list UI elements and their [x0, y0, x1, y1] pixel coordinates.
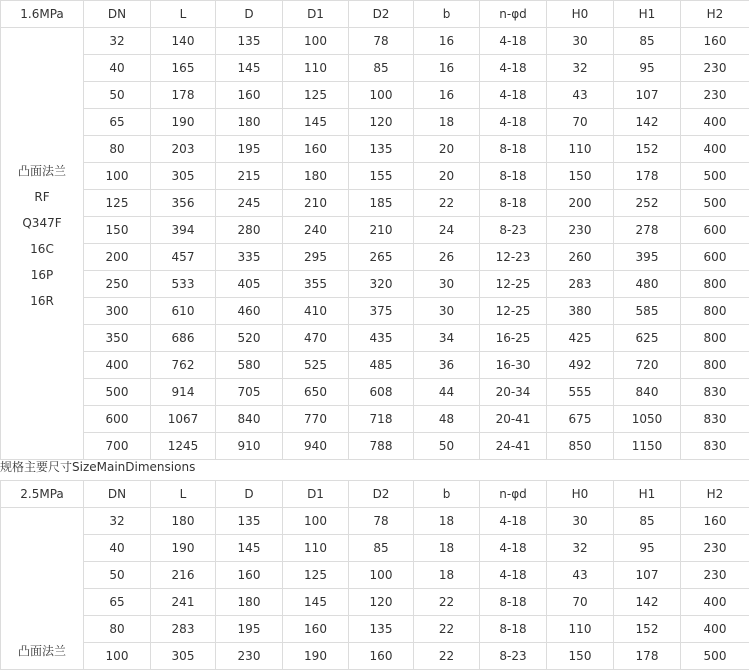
- table-cell: 22: [414, 589, 480, 616]
- table-cell: 230: [216, 643, 283, 670]
- table-cell: 145: [216, 535, 283, 562]
- table-cell: 50: [84, 82, 151, 109]
- table-cell: 305: [151, 643, 216, 670]
- column-header-cell: D1: [283, 1, 349, 28]
- table-cell: 200: [547, 190, 614, 217]
- table-cell: 43: [547, 562, 614, 589]
- table-cell: 400: [681, 109, 749, 136]
- table-cell: 142: [614, 589, 681, 616]
- table-cell: 16: [414, 55, 480, 82]
- table-cell: 1050: [614, 406, 681, 433]
- table-cell: 320: [349, 271, 414, 298]
- table-cell: 100: [283, 28, 349, 55]
- table-cell: 120: [349, 109, 414, 136]
- table-cell: 230: [547, 217, 614, 244]
- table-cell: 355: [283, 271, 349, 298]
- table-cell: 120: [349, 589, 414, 616]
- table-cell: 165: [151, 55, 216, 82]
- column-header-cell: b: [414, 1, 480, 28]
- table-cell: 22: [414, 616, 480, 643]
- table-row: [1, 508, 749, 535]
- table-cell: 265: [349, 244, 414, 271]
- column-header-cell: n-φd: [480, 1, 547, 28]
- pressure-header-cell: 2.5MPa: [1, 481, 84, 508]
- table-cell: 8-18: [480, 589, 547, 616]
- table-cell: 230: [681, 82, 749, 109]
- table-cell: 65: [84, 109, 151, 136]
- table-cell: 686: [151, 325, 216, 352]
- column-header-cell: n-φd: [480, 481, 547, 508]
- table-cell: 400: [681, 616, 749, 643]
- table-cell: 1150: [614, 433, 681, 460]
- table-cell: 150: [84, 217, 151, 244]
- table-cell: 195: [216, 136, 283, 163]
- table-cell: 65: [84, 589, 151, 616]
- table-cell: 485: [349, 352, 414, 379]
- table-cell: 100: [349, 82, 414, 109]
- table-cell: 32: [547, 535, 614, 562]
- table-cell: 240: [283, 217, 349, 244]
- table-cell: 283: [547, 271, 614, 298]
- table-cell: 107: [614, 82, 681, 109]
- table-cell: 840: [216, 406, 283, 433]
- table-row: [1, 406, 749, 433]
- table-cell: 18: [414, 508, 480, 535]
- table-cell: 940: [283, 433, 349, 460]
- table-cell: 278: [614, 217, 681, 244]
- table-cell: 608: [349, 379, 414, 406]
- table-cell: 185: [349, 190, 414, 217]
- table-cell: 125: [283, 82, 349, 109]
- table-cell: 718: [349, 406, 414, 433]
- column-header-cell: H2: [681, 1, 749, 28]
- table-cell: 18: [414, 535, 480, 562]
- table-cell: 762: [151, 352, 216, 379]
- table-cell: 70: [547, 589, 614, 616]
- table-cell: 180: [216, 589, 283, 616]
- table-cell: 178: [151, 82, 216, 109]
- table-cell: 155: [349, 163, 414, 190]
- table-cell: 135: [349, 136, 414, 163]
- table-cell: 145: [216, 55, 283, 82]
- table-cell: 500: [681, 190, 749, 217]
- table-cell: 457: [151, 244, 216, 271]
- table-cell: 675: [547, 406, 614, 433]
- table-row: [1, 298, 749, 325]
- table-cell: 32: [84, 28, 151, 55]
- table-cell: 160: [681, 508, 749, 535]
- table-cell: 44: [414, 379, 480, 406]
- table-row: [1, 325, 749, 352]
- table-cell: 22: [414, 190, 480, 217]
- table-cell: 26: [414, 244, 480, 271]
- table-cell: 435: [349, 325, 414, 352]
- table-cell: 22: [414, 643, 480, 670]
- table-cell: 48: [414, 406, 480, 433]
- model-label: Q347F: [22, 216, 62, 230]
- table-cell: 135: [216, 28, 283, 55]
- table-cell: 190: [151, 109, 216, 136]
- table-cell: 260: [547, 244, 614, 271]
- column-header-cell: D: [216, 1, 283, 28]
- table-row: [1, 163, 749, 190]
- table-cell: 160: [283, 136, 349, 163]
- table-cell: 4-18: [480, 535, 547, 562]
- table-cell: 43: [547, 82, 614, 109]
- table-cell: 230: [681, 55, 749, 82]
- table-cell: 40: [84, 55, 151, 82]
- table-cell: 4-18: [480, 82, 547, 109]
- table-cell: 160: [216, 562, 283, 589]
- table-row: [1, 136, 749, 163]
- table-cell: 600: [681, 244, 749, 271]
- table-cell: 50: [84, 562, 151, 589]
- table-cell: 230: [681, 535, 749, 562]
- table-cell: 178: [614, 643, 681, 670]
- table-cell: 460: [216, 298, 283, 325]
- table-cell: 210: [349, 217, 414, 244]
- table-row: [1, 271, 749, 298]
- table-row: [1, 244, 749, 271]
- table-cell: 4-18: [480, 28, 547, 55]
- table-row: [1, 28, 749, 55]
- table-cell: 525: [283, 352, 349, 379]
- table-cell: 152: [614, 616, 681, 643]
- table-cell: 500: [681, 643, 749, 670]
- table-cell: 770: [283, 406, 349, 433]
- table-cell: 375: [349, 298, 414, 325]
- table-cell: 145: [283, 109, 349, 136]
- table-cell: 110: [547, 136, 614, 163]
- spec-table-2-5mpa: [0, 480, 749, 670]
- table-header-row: [1, 1, 749, 28]
- model-cell: [1, 508, 84, 670]
- table-row: [1, 82, 749, 109]
- table-cell: 850: [547, 433, 614, 460]
- table-cell: 580: [216, 352, 283, 379]
- table-row: [1, 217, 749, 244]
- table-cell: 80: [84, 616, 151, 643]
- table-cell: 394: [151, 217, 216, 244]
- table-cell: 125: [84, 190, 151, 217]
- table-cell: 1245: [151, 433, 216, 460]
- table-cell: 24: [414, 217, 480, 244]
- table-cell: 245: [216, 190, 283, 217]
- table-cell: 20: [414, 136, 480, 163]
- table-cell: 830: [681, 379, 749, 406]
- table-cell: 4-18: [480, 55, 547, 82]
- table-cell: 910: [216, 433, 283, 460]
- column-header-cell: H1: [614, 1, 681, 28]
- table-cell: 500: [84, 379, 151, 406]
- table-cell: 78: [349, 508, 414, 535]
- table-cell: 12-25: [480, 271, 547, 298]
- table-cell: 4-18: [480, 562, 547, 589]
- table-cell: 85: [349, 535, 414, 562]
- table-cell: 190: [283, 643, 349, 670]
- table-cell: 800: [681, 325, 749, 352]
- table-cell: 100: [84, 163, 151, 190]
- table-cell: 8-18: [480, 190, 547, 217]
- table-cell: 533: [151, 271, 216, 298]
- table-cell: 95: [614, 55, 681, 82]
- column-header-cell: D2: [349, 1, 414, 28]
- model-label: RF: [34, 190, 50, 204]
- table-cell: 16: [414, 82, 480, 109]
- table-row: [1, 352, 749, 379]
- table-cell: 335: [216, 244, 283, 271]
- column-header-cell: L: [151, 1, 216, 28]
- table-cell: 470: [283, 325, 349, 352]
- table-cell: 830: [681, 433, 749, 460]
- table-cell: 700: [84, 433, 151, 460]
- table-cell: 300: [84, 298, 151, 325]
- table-cell: 1067: [151, 406, 216, 433]
- table-cell: 70: [547, 109, 614, 136]
- table-cell: 610: [151, 298, 216, 325]
- model-cell: [1, 28, 84, 460]
- table-cell: 12-25: [480, 298, 547, 325]
- column-header-cell: DN: [84, 1, 151, 28]
- table-cell: 110: [283, 535, 349, 562]
- table-cell: 480: [614, 271, 681, 298]
- table-cell: 800: [681, 298, 749, 325]
- table-cell: 152: [614, 136, 681, 163]
- table-cell: 8-18: [480, 136, 547, 163]
- table-cell: 380: [547, 298, 614, 325]
- table-cell: 914: [151, 379, 216, 406]
- column-header-cell: D1: [283, 481, 349, 508]
- table-cell: 107: [614, 562, 681, 589]
- table-header-row: [1, 481, 749, 508]
- table-cell: 840: [614, 379, 681, 406]
- table-cell: 410: [283, 298, 349, 325]
- table-row: [1, 616, 749, 643]
- table-cell: 40: [84, 535, 151, 562]
- table-cell: 520: [216, 325, 283, 352]
- column-header-cell: D2: [349, 481, 414, 508]
- table-cell: 180: [151, 508, 216, 535]
- table-row: [1, 109, 749, 136]
- table-cell: 190: [151, 535, 216, 562]
- column-header-cell: H0: [547, 481, 614, 508]
- column-header-cell: H2: [681, 481, 749, 508]
- table-cell: 150: [547, 643, 614, 670]
- table-cell: 160: [216, 82, 283, 109]
- table-cell: 425: [547, 325, 614, 352]
- table-row: [1, 379, 749, 406]
- model-label: 凸面法兰: [17, 164, 66, 178]
- table-cell: 8-18: [480, 163, 547, 190]
- table-cell: 283: [151, 616, 216, 643]
- table-row: [1, 55, 749, 82]
- table-cell: 200: [84, 244, 151, 271]
- table-cell: 30: [414, 271, 480, 298]
- pressure-header-cell: 1.6MPa: [1, 1, 84, 28]
- table-cell: 400: [681, 589, 749, 616]
- table-cell: 585: [614, 298, 681, 325]
- model-label: 16C: [30, 242, 54, 256]
- table-cell: 18: [414, 562, 480, 589]
- table-cell: 216: [151, 562, 216, 589]
- table-cell: 30: [547, 28, 614, 55]
- table-caption: 规格主要尺寸SizeMainDimensions: [0, 460, 196, 474]
- table-cell: 85: [614, 28, 681, 55]
- table-cell: 650: [283, 379, 349, 406]
- table-cell: 215: [216, 163, 283, 190]
- table-cell: 78: [349, 28, 414, 55]
- table-cell: 8-23: [480, 217, 547, 244]
- table-cell: 400: [84, 352, 151, 379]
- table-cell: 150: [547, 163, 614, 190]
- table-cell: 32: [84, 508, 151, 535]
- table-cell: 356: [151, 190, 216, 217]
- column-header-cell: b: [414, 481, 480, 508]
- table-row: [1, 535, 749, 562]
- column-header-cell: H1: [614, 481, 681, 508]
- table-cell: 800: [681, 352, 749, 379]
- table-cell: 203: [151, 136, 216, 163]
- table-cell: 20-41: [480, 406, 547, 433]
- table-cell: 30: [414, 298, 480, 325]
- table-cell: 160: [681, 28, 749, 55]
- table-cell: 305: [151, 163, 216, 190]
- model-label: 16R: [30, 294, 54, 308]
- table-row: [1, 190, 749, 217]
- table-cell: 135: [216, 508, 283, 535]
- table-cell: 395: [614, 244, 681, 271]
- table-cell: 160: [349, 643, 414, 670]
- table-cell: 140: [151, 28, 216, 55]
- table-cell: 4-18: [480, 508, 547, 535]
- table-cell: 400: [681, 136, 749, 163]
- table-cell: 110: [283, 55, 349, 82]
- table-cell: 800: [681, 271, 749, 298]
- table-cell: 135: [349, 616, 414, 643]
- table-cell: 250: [84, 271, 151, 298]
- table-cell: 36: [414, 352, 480, 379]
- table-cell: 100: [84, 643, 151, 670]
- table-cell: 788: [349, 433, 414, 460]
- table-cell: 195: [216, 616, 283, 643]
- table-cell: 500: [681, 163, 749, 190]
- table-cell: 178: [614, 163, 681, 190]
- table-cell: 280: [216, 217, 283, 244]
- model-label: 16P: [30, 268, 54, 282]
- table-cell: 16: [414, 28, 480, 55]
- column-header-cell: D: [216, 481, 283, 508]
- table-cell: 705: [216, 379, 283, 406]
- table-cell: 492: [547, 352, 614, 379]
- table-cell: 110: [547, 616, 614, 643]
- table-cell: 16-25: [480, 325, 547, 352]
- model-label: 凸面法兰: [17, 644, 66, 658]
- table-cell: 830: [681, 406, 749, 433]
- table-cell: 50: [414, 433, 480, 460]
- table-cell: 210: [283, 190, 349, 217]
- table-cell: 8-18: [480, 616, 547, 643]
- column-header-cell: L: [151, 481, 216, 508]
- table-cell: 80: [84, 136, 151, 163]
- table-cell: 30: [547, 508, 614, 535]
- table-cell: 230: [681, 562, 749, 589]
- table-cell: 600: [681, 217, 749, 244]
- table-cell: 720: [614, 352, 681, 379]
- table-cell: 24-41: [480, 433, 547, 460]
- table-row: [1, 562, 749, 589]
- table-cell: 85: [349, 55, 414, 82]
- table-cell: 8-23: [480, 643, 547, 670]
- table-cell: 95: [614, 535, 681, 562]
- table-cell: 600: [84, 406, 151, 433]
- table-cell: 295: [283, 244, 349, 271]
- table-cell: 142: [614, 109, 681, 136]
- table-cell: 34: [414, 325, 480, 352]
- table-cell: 85: [614, 508, 681, 535]
- table-cell: 555: [547, 379, 614, 406]
- table-cell: 405: [216, 271, 283, 298]
- table-cell: 180: [283, 163, 349, 190]
- table-cell: 252: [614, 190, 681, 217]
- table-cell: 241: [151, 589, 216, 616]
- table-cell: 4-18: [480, 109, 547, 136]
- table-row: [1, 643, 749, 670]
- table-cell: 16-30: [480, 352, 547, 379]
- table-cell: 145: [283, 589, 349, 616]
- table-row: [1, 589, 749, 616]
- table-cell: 160: [283, 616, 349, 643]
- table-cell: 180: [216, 109, 283, 136]
- table-cell: 20: [414, 163, 480, 190]
- table-cell: 100: [349, 562, 414, 589]
- table-cell: 625: [614, 325, 681, 352]
- table-cell: 100: [283, 508, 349, 535]
- table-cell: 12-23: [480, 244, 547, 271]
- table-cell: 125: [283, 562, 349, 589]
- table-cell: 20-34: [480, 379, 547, 406]
- table-cell: 32: [547, 55, 614, 82]
- column-header-cell: H0: [547, 1, 614, 28]
- column-header-cell: DN: [84, 481, 151, 508]
- table-cell: 350: [84, 325, 151, 352]
- table-cell: 18: [414, 109, 480, 136]
